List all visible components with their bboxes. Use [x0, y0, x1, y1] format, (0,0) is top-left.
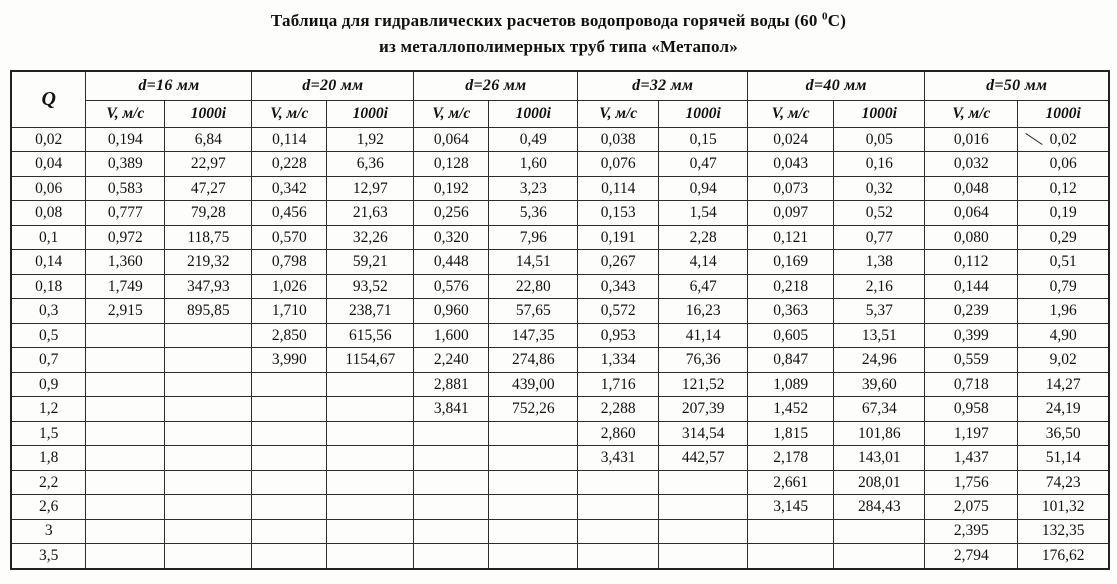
value-cell	[578, 470, 659, 494]
value-cell: 2,075	[925, 495, 1018, 519]
value-cell: 615,56	[327, 323, 414, 347]
q-cell: 3	[11, 519, 86, 543]
table-row	[11, 323, 1109, 347]
value-cell: 0,048	[925, 176, 1018, 200]
value-cell: 1,360	[86, 250, 165, 274]
value-cell	[252, 519, 327, 543]
value-cell: 2,881	[414, 372, 489, 396]
value-cell: 0,032	[925, 152, 1018, 176]
value-cell: 101,32	[1018, 495, 1109, 519]
value-cell	[659, 519, 748, 543]
velocity-header-3: V, м/с	[578, 101, 659, 128]
table-row	[11, 470, 1109, 494]
table-row	[11, 299, 1109, 323]
value-cell: 0,194	[86, 128, 165, 152]
value-cell	[327, 446, 414, 470]
value-cell	[327, 544, 414, 569]
value-cell: 2,395	[925, 519, 1018, 543]
value-cell	[86, 446, 165, 470]
title-line1-end: С)	[827, 11, 847, 30]
value-cell: 6,84	[165, 128, 252, 152]
value-cell: 2,288	[578, 397, 659, 421]
value-cell	[86, 470, 165, 494]
value-cell: 0,038	[578, 128, 659, 152]
value-cell: 0,128	[414, 152, 489, 176]
value-cell	[578, 495, 659, 519]
value-cell: 0,32	[834, 176, 925, 200]
value-cell	[489, 495, 578, 519]
value-cell: 1,815	[748, 421, 834, 445]
velocity-header-5: V, м/с	[925, 101, 1018, 128]
value-cell	[748, 544, 834, 569]
value-cell	[252, 421, 327, 445]
value-cell	[86, 495, 165, 519]
value-cell	[489, 446, 578, 470]
value-cell: 0,363	[748, 299, 834, 323]
table-row	[11, 201, 1109, 225]
value-cell: 143,01	[834, 446, 925, 470]
value-cell: 0,12	[1018, 176, 1109, 200]
value-cell: 0,024	[748, 128, 834, 152]
value-cell: 2,850	[252, 323, 327, 347]
table-row	[11, 397, 1109, 421]
value-cell: 47,27	[165, 176, 252, 200]
value-cell: 176,62	[1018, 544, 1109, 569]
value-cell: 0,52	[834, 201, 925, 225]
value-cell: 4,90	[1018, 323, 1109, 347]
value-cell: 0,169	[748, 250, 834, 274]
value-cell: 442,57	[659, 446, 748, 470]
value-cell: 2,661	[748, 470, 834, 494]
velocity-header-4: V, м/с	[748, 101, 834, 128]
value-cell	[165, 372, 252, 396]
q-cell: 2,6	[11, 495, 86, 519]
velocity-header-0: V, м/с	[86, 101, 165, 128]
value-cell: 21,63	[327, 201, 414, 225]
loss-header-2: 1000i	[489, 101, 578, 128]
value-cell: 752,26	[489, 397, 578, 421]
value-cell: 7,96	[489, 225, 578, 249]
value-cell: 207,39	[659, 397, 748, 421]
value-cell: 22,80	[489, 274, 578, 298]
value-cell	[489, 544, 578, 569]
value-cell: 0,218	[748, 274, 834, 298]
value-cell: 0,076	[578, 152, 659, 176]
value-cell: 0,06	[1018, 152, 1109, 176]
value-cell: 32,26	[327, 225, 414, 249]
value-cell: 0,576	[414, 274, 489, 298]
value-cell	[86, 372, 165, 396]
value-cell: 1,452	[748, 397, 834, 421]
q-cell: 3,5	[11, 544, 86, 569]
value-cell: 59,21	[327, 250, 414, 274]
value-cell: 2,240	[414, 348, 489, 372]
value-cell: 0,77	[834, 225, 925, 249]
q-cell: 0,02	[11, 128, 86, 152]
diameter-group-header-3: d=32 мм	[578, 71, 748, 101]
loss-header-5: 1000i	[1018, 101, 1109, 128]
value-cell	[834, 544, 925, 569]
value-cell: 0,239	[925, 299, 1018, 323]
value-cell: 13,51	[834, 323, 925, 347]
q-cell: 0,08	[11, 201, 86, 225]
value-cell	[578, 519, 659, 543]
value-cell	[86, 519, 165, 543]
value-cell: 0,320	[414, 225, 489, 249]
value-cell: 79,28	[165, 201, 252, 225]
value-cell: 41,14	[659, 323, 748, 347]
value-cell: 0,399	[925, 323, 1018, 347]
value-cell: 1,089	[748, 372, 834, 396]
value-cell: 208,01	[834, 470, 925, 494]
table-row	[11, 446, 1109, 470]
value-cell: 0,456	[252, 201, 327, 225]
table-row	[11, 225, 1109, 249]
value-cell: 347,93	[165, 274, 252, 298]
value-cell	[165, 544, 252, 569]
value-cell: 22,97	[165, 152, 252, 176]
value-cell: 1,334	[578, 348, 659, 372]
value-cell: 12,97	[327, 176, 414, 200]
value-cell: 0,064	[414, 128, 489, 152]
value-cell	[86, 544, 165, 569]
value-cell	[578, 544, 659, 569]
value-cell: 0,570	[252, 225, 327, 249]
value-cell: 101,86	[834, 421, 925, 445]
value-cell: 1,600	[414, 323, 489, 347]
value-cell	[489, 519, 578, 543]
value-cell: 1,710	[252, 299, 327, 323]
value-cell: 0,112	[925, 250, 1018, 274]
q-cell: 1,5	[11, 421, 86, 445]
table-row	[11, 348, 1109, 372]
q-cell: 0,14	[11, 250, 86, 274]
value-cell: 57,65	[489, 299, 578, 323]
value-cell: 0,49	[489, 128, 578, 152]
value-cell: 118,75	[165, 225, 252, 249]
value-cell	[252, 372, 327, 396]
hydraulic-table	[10, 70, 1110, 570]
value-cell: 1,60	[489, 152, 578, 176]
q-column-header: Q	[11, 71, 86, 128]
value-cell: 0,153	[578, 201, 659, 225]
value-cell: 6,36	[327, 152, 414, 176]
value-cell: 2,178	[748, 446, 834, 470]
value-cell: 24,19	[1018, 397, 1109, 421]
loss-header-3: 1000i	[659, 101, 748, 128]
sub-header-row	[11, 101, 1109, 128]
diameter-group-header-4: d=40 мм	[748, 71, 925, 101]
table-row	[11, 421, 1109, 445]
table-row	[11, 274, 1109, 298]
value-cell: 0,448	[414, 250, 489, 274]
value-cell: 0,043	[748, 152, 834, 176]
value-cell: 2,915	[86, 299, 165, 323]
page-title	[0, 8, 1117, 61]
value-cell: 1154,67	[327, 348, 414, 372]
value-cell	[748, 519, 834, 543]
table-row	[11, 519, 1109, 543]
table-row	[11, 250, 1109, 274]
value-cell: 0,605	[748, 323, 834, 347]
value-cell: 0,15	[659, 128, 748, 152]
value-cell	[414, 495, 489, 519]
value-cell	[165, 470, 252, 494]
value-cell: 1,716	[578, 372, 659, 396]
table-row	[11, 495, 1109, 519]
value-cell: 0,192	[414, 176, 489, 200]
value-cell: 2,860	[578, 421, 659, 445]
value-cell: 93,52	[327, 274, 414, 298]
value-cell: 0,847	[748, 348, 834, 372]
value-cell	[86, 397, 165, 421]
value-cell: 2,28	[659, 225, 748, 249]
value-cell: 0,572	[578, 299, 659, 323]
value-cell: 36,50	[1018, 421, 1109, 445]
value-cell: 6,47	[659, 274, 748, 298]
value-cell: 0,343	[578, 274, 659, 298]
value-cell	[659, 495, 748, 519]
value-cell: 0,080	[925, 225, 1018, 249]
value-cell: 284,43	[834, 495, 925, 519]
value-cell: 24,96	[834, 348, 925, 372]
value-cell: 0,114	[578, 176, 659, 200]
value-cell: 0,256	[414, 201, 489, 225]
value-cell: 2,16	[834, 274, 925, 298]
value-cell: 238,71	[327, 299, 414, 323]
diameter-group-header-2: d=26 мм	[414, 71, 578, 101]
value-cell: 0,953	[578, 323, 659, 347]
q-cell: 0,9	[11, 372, 86, 396]
value-cell: 0,228	[252, 152, 327, 176]
table-row	[11, 544, 1109, 569]
value-cell: 121,52	[659, 372, 748, 396]
value-cell: 0,958	[925, 397, 1018, 421]
value-cell	[252, 544, 327, 569]
title-line2: из металлополимерных труб типа «Метапол»	[379, 37, 738, 57]
value-cell: 9,02	[1018, 348, 1109, 372]
q-cell: 0,1	[11, 225, 86, 249]
value-cell: 3,23	[489, 176, 578, 200]
value-cell: 3,431	[578, 446, 659, 470]
value-cell	[659, 470, 748, 494]
value-cell: 0,191	[578, 225, 659, 249]
value-cell: 0,29	[1018, 225, 1109, 249]
value-cell	[327, 495, 414, 519]
value-cell: 0,79	[1018, 274, 1109, 298]
value-cell: 51,14	[1018, 446, 1109, 470]
value-cell	[165, 397, 252, 421]
value-cell: 3,990	[252, 348, 327, 372]
q-cell: 1,8	[11, 446, 86, 470]
table-row	[11, 128, 1109, 152]
value-cell: 0,777	[86, 201, 165, 225]
value-cell	[414, 446, 489, 470]
q-cell: 1,2	[11, 397, 86, 421]
value-cell	[252, 446, 327, 470]
table-row	[11, 176, 1109, 200]
value-cell: 67,34	[834, 397, 925, 421]
value-cell	[327, 372, 414, 396]
velocity-header-2: V, м/с	[414, 101, 489, 128]
value-cell	[489, 421, 578, 445]
value-cell: 0,19	[1018, 201, 1109, 225]
value-cell: 0,016	[925, 128, 1018, 152]
q-cell: 2,2	[11, 470, 86, 494]
value-cell	[659, 544, 748, 569]
table-header	[11, 71, 1109, 128]
value-cell	[165, 421, 252, 445]
value-cell	[165, 519, 252, 543]
value-cell: 0,583	[86, 176, 165, 200]
value-cell	[252, 470, 327, 494]
value-cell: 147,35	[489, 323, 578, 347]
value-cell: 0,05	[834, 128, 925, 152]
value-cell	[252, 397, 327, 421]
q-cell: 0,06	[11, 176, 86, 200]
diameter-group-header-1: d=20 мм	[252, 71, 414, 101]
value-cell	[165, 323, 252, 347]
value-cell	[414, 421, 489, 445]
value-cell	[165, 446, 252, 470]
value-cell: 0,342	[252, 176, 327, 200]
value-cell: 3,145	[748, 495, 834, 519]
q-cell: 0,18	[11, 274, 86, 298]
value-cell: 1,96	[1018, 299, 1109, 323]
value-cell: 0,94	[659, 176, 748, 200]
value-cell: 0,51	[1018, 250, 1109, 274]
title-line1-text: Таблица для гидравлических расчетов водопровода горячей воды (60	[270, 11, 823, 30]
title-line1	[0, 8, 1117, 34]
value-cell	[252, 495, 327, 519]
value-cell: 219,32	[165, 250, 252, 274]
value-cell: 1,197	[925, 421, 1018, 445]
value-cell	[165, 495, 252, 519]
value-cell: 39,60	[834, 372, 925, 396]
group-header-row	[11, 71, 1109, 101]
value-cell	[414, 519, 489, 543]
value-cell: 1,756	[925, 470, 1018, 494]
value-cell: 0,064	[925, 201, 1018, 225]
value-cell: 14,27	[1018, 372, 1109, 396]
q-cell: 0,3	[11, 299, 86, 323]
q-cell: 0,7	[11, 348, 86, 372]
value-cell: 0,121	[748, 225, 834, 249]
loss-header-0: 1000i	[165, 101, 252, 128]
value-cell: 1,54	[659, 201, 748, 225]
value-cell: 895,85	[165, 299, 252, 323]
value-cell: 14,51	[489, 250, 578, 274]
q-cell: 0,04	[11, 152, 86, 176]
value-cell: 16,23	[659, 299, 748, 323]
value-cell: 0,960	[414, 299, 489, 323]
value-cell	[86, 348, 165, 372]
value-cell: 439,00	[489, 372, 578, 396]
value-cell	[834, 519, 925, 543]
value-cell: 1,92	[327, 128, 414, 152]
value-cell: 0,972	[86, 225, 165, 249]
value-cell	[327, 470, 414, 494]
value-cell: 74,23	[1018, 470, 1109, 494]
value-cell: 0,16	[834, 152, 925, 176]
value-cell: 0,114	[252, 128, 327, 152]
velocity-header-1: V, м/с	[252, 101, 327, 128]
value-cell: 0,073	[748, 176, 834, 200]
value-cell: 132,35	[1018, 519, 1109, 543]
stray-scan-mark	[1026, 133, 1043, 145]
value-cell: 0,559	[925, 348, 1018, 372]
value-cell: 0,144	[925, 274, 1018, 298]
value-cell	[327, 421, 414, 445]
value-cell: 0,267	[578, 250, 659, 274]
diameter-group-header-5: d=50 мм	[925, 71, 1109, 101]
value-cell: 76,36	[659, 348, 748, 372]
value-cell: 1,38	[834, 250, 925, 274]
value-cell: 4,14	[659, 250, 748, 274]
value-cell: 274,86	[489, 348, 578, 372]
diameter-group-header-0: d=16 мм	[86, 71, 252, 101]
value-cell: 0,47	[659, 152, 748, 176]
table-row	[11, 152, 1109, 176]
value-cell: 0,02	[1018, 128, 1109, 152]
value-cell	[414, 470, 489, 494]
value-cell	[86, 323, 165, 347]
loss-header-4: 1000i	[834, 101, 925, 128]
value-cell	[327, 519, 414, 543]
value-cell: 5,36	[489, 201, 578, 225]
value-cell: 3,841	[414, 397, 489, 421]
value-cell: 1,026	[252, 274, 327, 298]
table-body	[11, 128, 1109, 570]
value-cell: 314,54	[659, 421, 748, 445]
value-cell: 0,718	[925, 372, 1018, 396]
value-cell	[86, 421, 165, 445]
value-cell: 1,749	[86, 274, 165, 298]
value-cell: 5,37	[834, 299, 925, 323]
value-cell	[327, 397, 414, 421]
degree-superscript: 0	[822, 10, 828, 23]
value-cell: 0,798	[252, 250, 327, 274]
value-cell: 2,794	[925, 544, 1018, 569]
value-cell: 0,389	[86, 152, 165, 176]
value-cell: 0,097	[748, 201, 834, 225]
loss-header-1: 1000i	[327, 101, 414, 128]
table-row	[11, 372, 1109, 396]
value-cell	[165, 348, 252, 372]
value-cell	[489, 470, 578, 494]
value-cell: 1,437	[925, 446, 1018, 470]
q-cell: 0,5	[11, 323, 86, 347]
value-cell	[414, 544, 489, 569]
